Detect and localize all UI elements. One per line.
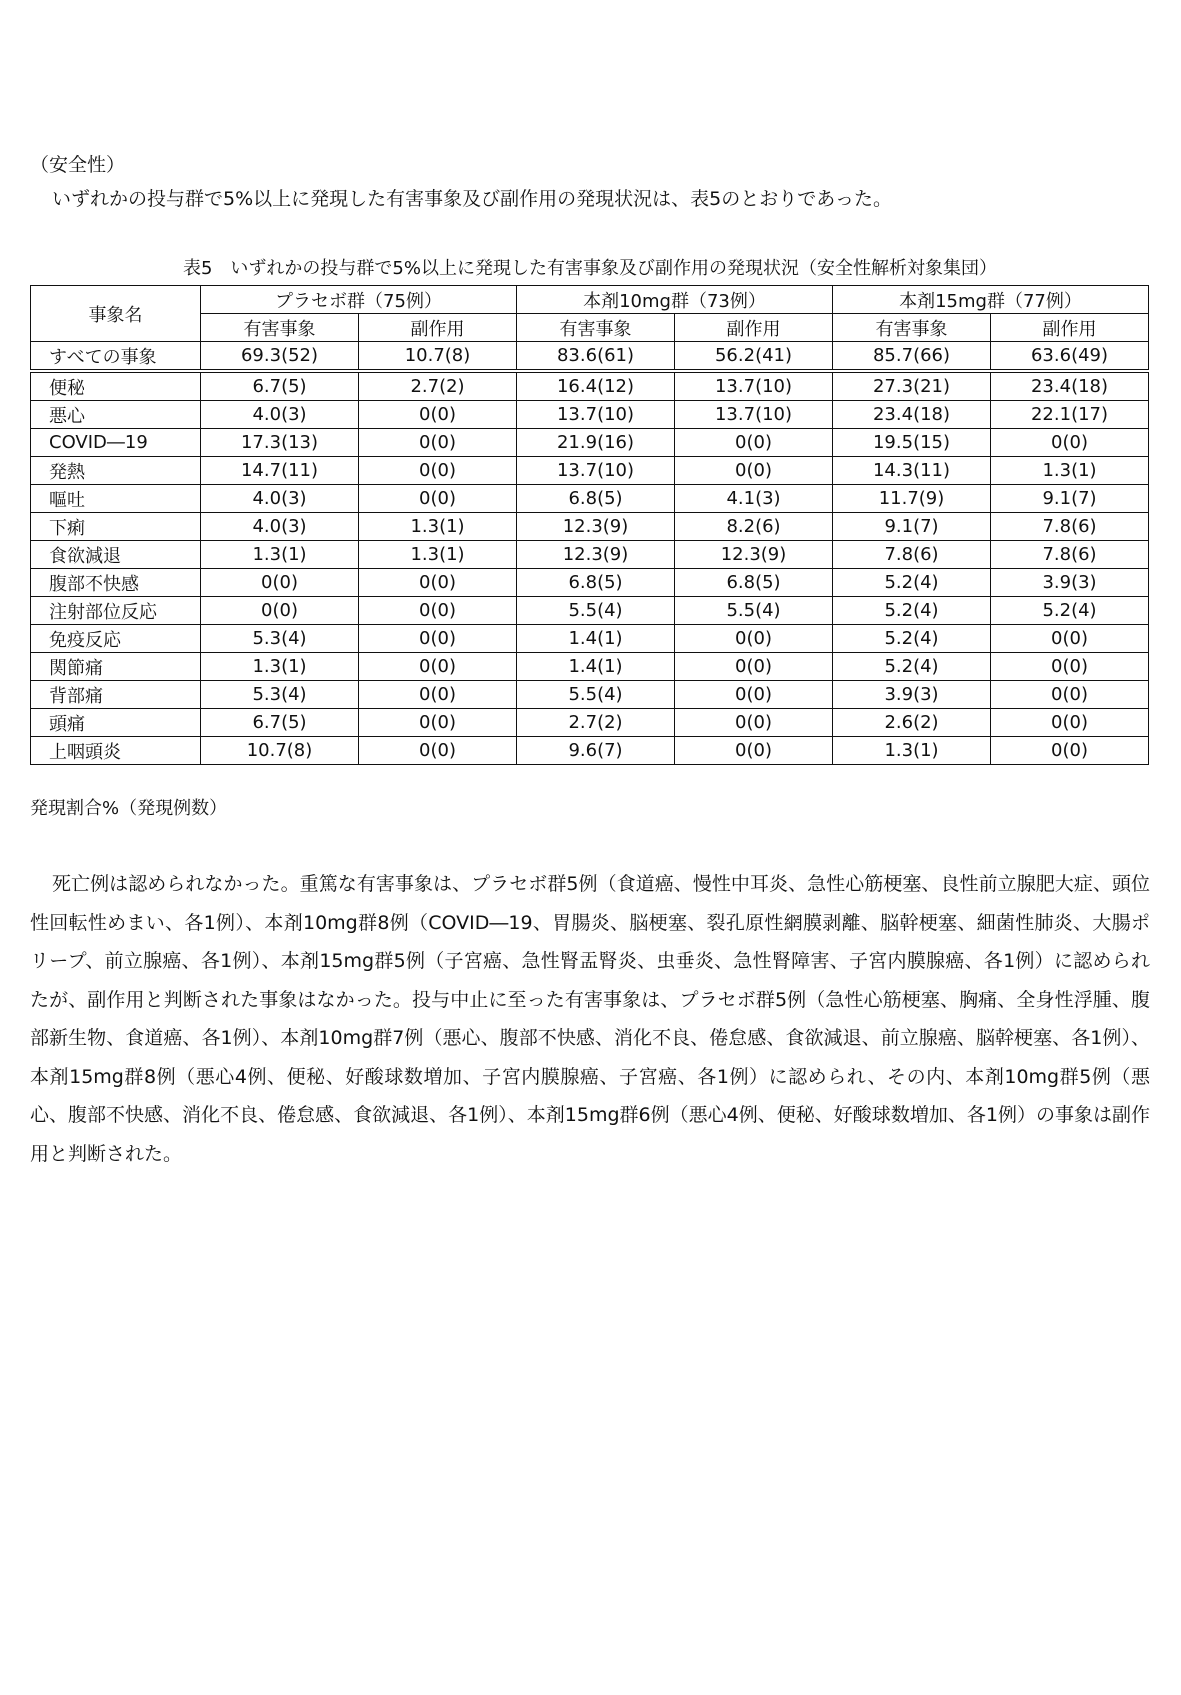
table-header-row [31,286,1149,314]
value-cell: 10.7(8) [359,342,517,372]
subheader-cell: 副作用 [359,314,517,342]
value-cell: 12.3(9) [675,541,833,569]
section-heading: （安全性） [30,154,126,176]
event-name-cell: 便秘 [31,371,201,401]
table-row [31,625,1149,653]
value-cell: 4.1(3) [675,485,833,513]
value-cell: 19.5(15) [833,429,991,457]
table-row [31,429,1149,457]
value-cell: 5.5(4) [517,597,675,625]
value-cell: 5.3(4) [201,625,359,653]
table-row [31,709,1149,737]
value-cell: 63.6(49) [991,342,1149,372]
value-cell: 2.7(2) [359,371,517,401]
header-group-placebo: プラセボ群（75例） [201,286,517,314]
value-cell: 0(0) [675,625,833,653]
safety-body-paragraph: 死亡例は認められなかった。重篤な有害事象は、プラセボ群5例（食道癌、慢性中耳炎、急性心筋梗塞、良性前立腺肥大症、頭位性回転性めまい、各1例）、本剤10mg群8例（COVID―19、胃腸炎、脳梗塞、裂孔原性網膜剥離、脳幹梗塞、細菌性肺炎、大腸ポリープ、前立腺癌、各1例）、本剤15mg群5例（子宮癌、急性腎盂腎炎、虫垂炎、急性腎障害、子宮内膜腺癌、各1例）に認められたが、副作用と判断された事象はなかった。投与中止に至った有害事象は、プラセボ群5例（急性心筋梗塞、胸痛、全身性浮腫、腹部新生物、食道癌、各1例）、本剤10mg群7例（悪心、腹部不快感、消化不良、倦怠感、食欲減退、前立腺癌、脳幹梗塞、各1例）、本剤15mg群8例（悪心4例、便秘、好酸球数増加、子宮内膜腺癌、子宮癌、各1例）に認められ、その内、本剤10mg群5例（悪心、腹部不快感、消化不良、倦怠感、食欲減退、各1例）、本剤15mg群6例（悪心4例、便秘、好酸球数増加、各1例）の事象は副作用と判断された。 [30,873,1150,1165]
value-cell: 0(0) [991,709,1149,737]
value-cell: 5.3(4) [201,681,359,709]
value-cell: 5.2(4) [991,597,1149,625]
event-name-cell: 発熱 [31,457,201,485]
value-cell: 0(0) [675,429,833,457]
value-cell: 0(0) [991,625,1149,653]
value-cell: 5.5(4) [675,597,833,625]
value-cell: 5.5(4) [517,681,675,709]
event-name-cell: すべての事象 [31,342,201,372]
value-cell: 5.2(4) [833,625,991,653]
value-cell: 0(0) [359,569,517,597]
value-cell: 0(0) [675,737,833,765]
value-cell: 23.4(18) [991,371,1149,401]
event-name-cell: 悪心 [31,401,201,429]
value-cell: 1.3(1) [991,457,1149,485]
table-row [31,457,1149,485]
table-row [31,541,1149,569]
value-cell: 12.3(9) [517,541,675,569]
value-cell: 3.9(3) [991,569,1149,597]
value-cell: 13.7(10) [517,457,675,485]
table-row [31,569,1149,597]
table-row [31,342,1149,372]
value-cell: 0(0) [359,737,517,765]
table-row [31,653,1149,681]
table-row [31,371,1149,401]
value-cell: 1.4(1) [517,625,675,653]
event-name-cell: 上咽頭炎 [31,737,201,765]
event-name-cell: 注射部位反応 [31,597,201,625]
value-cell: 2.6(2) [833,709,991,737]
value-cell: 0(0) [359,625,517,653]
value-cell: 1.3(1) [359,513,517,541]
intro-paragraph: いずれかの投与群で5%以上に発現した有害事象及び副作用の発現状況は、表5のとおりであった。 [52,188,893,210]
value-cell: 0(0) [359,429,517,457]
value-cell: 23.4(18) [833,401,991,429]
value-cell: 1.3(1) [359,541,517,569]
value-cell: 6.8(5) [517,569,675,597]
subheader-cell: 有害事象 [833,314,991,342]
value-cell: 11.7(9) [833,485,991,513]
value-cell: 69.3(52) [201,342,359,372]
value-cell: 8.2(6) [675,513,833,541]
value-cell: 13.7(10) [517,401,675,429]
value-cell: 9.1(7) [991,485,1149,513]
event-name-cell: 頭痛 [31,709,201,737]
value-cell: 16.4(12) [517,371,675,401]
value-cell: 7.8(6) [991,541,1149,569]
header-group-15mg: 本剤15mg群（77例） [833,286,1149,314]
value-cell: 6.8(5) [517,485,675,513]
value-cell: 12.3(9) [517,513,675,541]
value-cell: 22.1(17) [991,401,1149,429]
value-cell: 0(0) [991,681,1149,709]
value-cell: 0(0) [991,737,1149,765]
value-cell: 27.3(21) [833,371,991,401]
value-cell: 1.3(1) [201,541,359,569]
table-row [31,737,1149,765]
value-cell: 3.9(3) [833,681,991,709]
value-cell: 5.2(4) [833,597,991,625]
event-name-cell: 食欲減退 [31,541,201,569]
value-cell: 5.2(4) [833,569,991,597]
value-cell: 0(0) [991,429,1149,457]
table-row [31,513,1149,541]
adverse-events-table [30,285,1149,765]
value-cell: 1.4(1) [517,653,675,681]
value-cell: 0(0) [675,681,833,709]
table-caption: 表5 いずれかの投与群で5%以上に発現した有害事象及び副作用の発現状況（安全性解析対象集団） [182,258,997,279]
event-name-cell: 腹部不快感 [31,569,201,597]
value-cell: 9.1(7) [833,513,991,541]
value-cell: 13.7(10) [675,371,833,401]
value-cell: 4.0(3) [201,485,359,513]
value-cell: 56.2(41) [675,342,833,372]
event-name-cell: 免疫反応 [31,625,201,653]
value-cell: 0(0) [359,485,517,513]
value-cell: 14.3(11) [833,457,991,485]
header-event-name: 事象名 [31,286,201,342]
value-cell: 0(0) [359,709,517,737]
value-cell: 17.3(13) [201,429,359,457]
event-name-cell: 関節痛 [31,653,201,681]
value-cell: 0(0) [991,653,1149,681]
value-cell: 1.3(1) [201,653,359,681]
subheader-cell: 副作用 [675,314,833,342]
event-name-cell: 嘔吐 [31,485,201,513]
value-cell: 4.0(3) [201,513,359,541]
value-cell: 0(0) [675,457,833,485]
value-cell: 6.7(5) [201,709,359,737]
value-cell: 0(0) [201,597,359,625]
value-cell: 5.2(4) [833,653,991,681]
value-cell: 7.8(6) [991,513,1149,541]
value-cell: 0(0) [675,709,833,737]
event-name-cell: 下痢 [31,513,201,541]
table-row [31,401,1149,429]
value-cell: 0(0) [359,681,517,709]
value-cell: 6.7(5) [201,371,359,401]
value-cell: 21.9(16) [517,429,675,457]
header-group-10mg: 本剤10mg群（73例） [517,286,833,314]
subheader-cell: 有害事象 [517,314,675,342]
value-cell: 83.6(61) [517,342,675,372]
value-cell: 6.8(5) [675,569,833,597]
value-cell: 0(0) [359,653,517,681]
value-cell: 9.6(7) [517,737,675,765]
subheader-cell: 有害事象 [201,314,359,342]
value-cell: 4.0(3) [201,401,359,429]
table-row [31,485,1149,513]
value-cell: 7.8(6) [833,541,991,569]
table-footnote: 発現割合%（発現例数） [30,798,228,819]
value-cell: 13.7(10) [675,401,833,429]
subheader-cell: 副作用 [991,314,1149,342]
event-name-cell: 背部痛 [31,681,201,709]
value-cell: 14.7(11) [201,457,359,485]
value-cell: 85.7(66) [833,342,991,372]
value-cell: 1.3(1) [833,737,991,765]
value-cell: 10.7(8) [201,737,359,765]
table-row [31,681,1149,709]
value-cell: 0(0) [359,597,517,625]
event-name-cell: COVID―19 [31,429,201,457]
value-cell: 0(0) [359,401,517,429]
value-cell: 0(0) [201,569,359,597]
value-cell: 2.7(2) [517,709,675,737]
value-cell: 0(0) [675,653,833,681]
value-cell: 0(0) [359,457,517,485]
table-row [31,597,1149,625]
table-body [31,342,1149,765]
